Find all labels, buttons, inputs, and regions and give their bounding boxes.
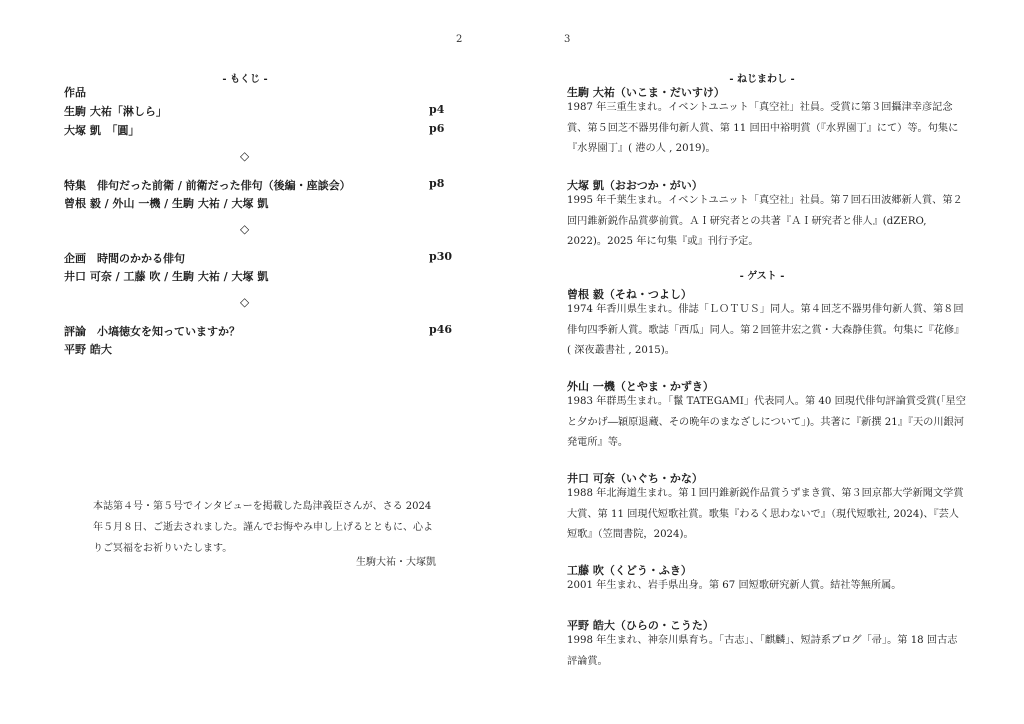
bio-name: 曾根 毅（そね・つよし） — [567, 288, 692, 301]
bio-text: 1988 年北海道生まれ。第１回円錐新鋭作品賞うずまき賞、第３回京都大学新聞文学賞大賞、第 11 回現代短歌社賞。歌集『わるく思わないで』（現代短歌社, 2024)、『芸人短歌』（笠間書院，2024)。 — [567, 488, 964, 540]
memorial-signature: 生駒大祐・大塚凱 — [356, 557, 436, 568]
works-section-label: 作品 — [64, 86, 86, 99]
toc-entry-title: 特集 俳句だった前衛 / 前衛だった俳句（後編・座談会） — [64, 179, 351, 192]
bio-text: 1987 年三重生まれ。イベントユニット「真空社」社員。受賞に第３回攝津幸彦記念賞、第５回芝不器男俳句新人賞、第 11 回田中裕明賞（『水界園丁』にて）等。句集に『水界園丁』( 港の人 , 2019)。 — [567, 102, 959, 154]
divider-diamond: ◇ — [240, 222, 250, 236]
bio-name: 大塚 凱（おおつか・がい） — [567, 179, 703, 192]
bio-name: 工藤 吹（くどう・ふき） — [567, 564, 692, 577]
bio-text: 2001 年生まれ、岩手県出身。第 67 回短歌研究新人賞。結社等無所属。 — [567, 580, 902, 591]
contents-title: - もくじ - — [222, 74, 268, 85]
toc-entry-page: p4 — [429, 103, 445, 116]
toc-entry-title: 生駒 大祐「淋しら」 — [64, 105, 167, 118]
right-page — [512, 0, 1024, 724]
page-number-left: 2 — [456, 34, 463, 45]
divider-diamond: ◇ — [240, 149, 250, 163]
divider-diamond: ◇ — [240, 295, 250, 309]
memorial-notice: 本誌第４号・第５号でインタビューを掲載した島津義臣さんが、さる 2024 年５月８日、ご逝去されました。謹んでお悔やみ申し上げるとともに、心よりご冥福をお祈りいたします。 — [93, 501, 433, 554]
toc-entry-title: 評論 小塙徳女を知っていますか？ — [64, 325, 240, 338]
toc-entry-page: p6 — [429, 122, 445, 135]
toc-entry-authors: 井口 可奈 / 工藤 吹 / 生駒 大祐 / 大塚 凱 — [64, 270, 269, 283]
toc-entry-page: p8 — [429, 177, 445, 190]
toc-entry-title: 大塚 凱 「圓」 — [64, 124, 140, 137]
toc-entry-authors: 曾根 毅 / 外山 一機 / 生駒 大祐 / 大塚 凱 — [64, 197, 269, 210]
nejimawashi-title: - ねじまわし - — [729, 74, 795, 85]
toc-entry-authors: 平野 皓大 — [64, 343, 112, 356]
bio-name: 生駒 大祐（いこま・だいすけ） — [567, 86, 725, 99]
toc-entry-page: p30 — [429, 250, 452, 263]
bio-name: 外山 一機（とやま・かずき） — [567, 380, 714, 393]
guest-title: - ゲスト - — [739, 271, 785, 282]
bio-name: 井口 可奈（いぐち・かな） — [567, 472, 703, 485]
bio-name: 平野 皓大（ひらの・こうた） — [567, 619, 714, 632]
toc-entry-title: 企画 時間のかかる俳句 — [64, 252, 185, 265]
bio-text: 1995 年千葉生まれ。イベントユニット「真空社」社員。第７回石田波郷新人賞、第２回円錐新鋭作品賞夢前賞。ＡＩ研究者との共著『ＡＩ研究者と俳人』(dZERO, 2022)。2025 年に句集『或』刊行予定。 — [567, 195, 963, 247]
bio-text: 1974 年香川県生まれ。俳誌「ＬＯＴＵＳ」同人。第４回芝不器男俳句新人賞、第８回俳句四季新人賞。歌誌「西瓜」同人。第２回笹井宏之賞・大森静佳賞。句集に『花修』( 深夜叢書社 , 2015)。 — [567, 304, 965, 356]
page-number-right: 3 — [564, 34, 571, 45]
bio-text: 1998 年生まれ、神奈川県育ち。「古志」、「麒麟」、短詩系ブログ「帚」。第 18 回古志評論賞。 — [567, 635, 958, 667]
bio-text: 1983 年群馬生まれ。「鬣 TATEGAMI」代表同人。第 40 回現代俳句評論賞受賞(「星空と夕かげ―穎原退蔵、その晩年のまなざしについて」)。共著に『新撰 21』『天の川銀河発電所』等。 — [567, 396, 966, 448]
toc-entry-page: p46 — [429, 323, 452, 336]
